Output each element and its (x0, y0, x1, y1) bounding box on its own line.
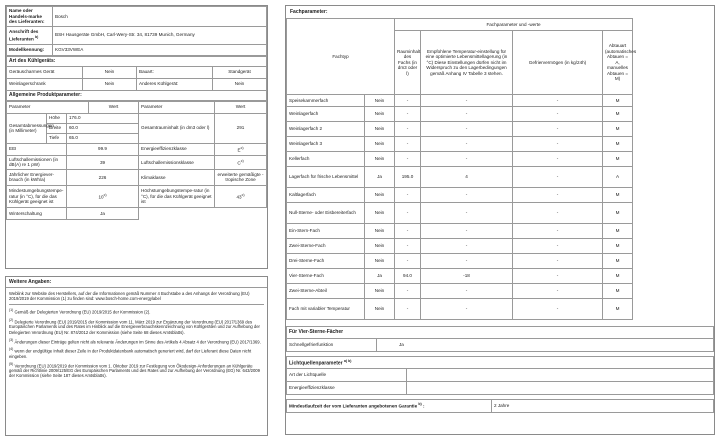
spacer-cell (633, 299, 714, 320)
footnote-4-mark: (4) (9, 347, 14, 352)
value-header-left: Wert (89, 101, 139, 113)
left-parameters-panel (5, 5, 268, 269)
warranty-footnote: b) (418, 402, 422, 407)
type-section-title: Art des Kühlgeräts: (7, 56, 267, 66)
compartment-present: Nein (365, 254, 395, 269)
climate-class-value: erweiterte gemäßigte - tropische Zone (215, 169, 267, 185)
other-appliance-label: Anderes Kühlgerät: (137, 78, 213, 90)
compartment-section-title: Fachparameter: (290, 9, 328, 15)
energy-class-label: Energieeffizienzklasse (139, 143, 215, 155)
noise-class-label: Luftschallemissionsklasse (139, 155, 215, 169)
energy-class-text: E (237, 147, 241, 153)
quick-freeze-value: Ja (377, 339, 714, 352)
climate-class-label: Klimaklasse (139, 169, 215, 185)
compartment-volume: - (395, 239, 421, 254)
footnote-4 (9, 347, 264, 359)
max-temp-value (215, 185, 267, 207)
compartment-name: Lagerfach für frische Lebensmittel (287, 167, 365, 188)
compartment-freezing: - (513, 137, 603, 152)
compartment-defrost: M (603, 152, 633, 167)
compartment-name: Weinlagerfach 2 (287, 122, 365, 137)
four-star-section-title: Für Vier-Sterne-Fächer (287, 327, 714, 339)
footnote-3 (9, 338, 264, 345)
compartment-name: Zwei-Sterne-Fach (287, 239, 365, 254)
spacer-cell (633, 269, 714, 284)
annual-energy-value: 226 (67, 169, 139, 185)
compartment-freezing: - (513, 122, 603, 137)
spacer-cell (633, 188, 714, 203)
compartment-defrost: A (603, 167, 633, 188)
height-value: 176.0 (67, 113, 139, 123)
compartment-present: Nein (365, 203, 395, 224)
compartment-temperature: - (421, 284, 513, 299)
footnote-1-mark: (1) (9, 308, 14, 313)
compartment-present: Nein (365, 284, 395, 299)
compartment-freezing: - (513, 254, 603, 269)
compartment-row (287, 122, 714, 137)
supplier-table (6, 6, 267, 56)
compartment-temperature: - (421, 137, 513, 152)
compartment-row (287, 167, 714, 188)
compartment-freezing: - (513, 269, 603, 284)
spacer-cell (633, 137, 714, 152)
compartment-row (287, 203, 714, 224)
compartment-freezing: - (513, 299, 603, 320)
compartment-row (287, 224, 714, 239)
compartment-freezing: - (513, 152, 603, 167)
general-section-title: Allgemeine Produktparameter: (7, 90, 267, 100)
compartment-present: Ja (365, 269, 395, 284)
model-label: Modellkennung: (7, 44, 53, 55)
compartment-defrost: M (603, 137, 633, 152)
eei-label: EEI (7, 143, 67, 155)
spacer-cell (633, 224, 714, 239)
compartment-temperature: - (421, 95, 513, 107)
compartment-volume: - (395, 203, 421, 224)
compartment-volume: - (395, 299, 421, 320)
compartment-present: Nein (365, 107, 395, 122)
compartment-volume: - (395, 284, 421, 299)
compartment-temperature: - (421, 299, 513, 320)
supplier-value: Bosch (53, 7, 267, 27)
light-type-label: Art der Lichtquelle (287, 369, 407, 382)
compartment-volume: - (395, 224, 421, 239)
compartment-name: Weinlagerfach (287, 107, 365, 122)
compartment-defrost: M (603, 224, 633, 239)
spacer-cell (633, 152, 714, 167)
compartment-name: Zwei-Sterne-Abteil (287, 284, 365, 299)
volume-column-header: Rauminhalt des Fachs (in dm3 oder l) (395, 31, 421, 95)
compartment-type-header: Fachtyp (287, 19, 395, 95)
spacer-cell (633, 122, 714, 137)
footnote-2-text: Delegierte Verordnung (EU) 2019/2015 der Kommission vom 11. März 2019 zur Ergänzung der Verordnung (EU) 2017/1369 des Europäischen Parlaments und des Rates im Hinblick auf die Energieverbrauchskennzeichnung von Kühlgeräten und zur Aufhebung der Delegierten Verordnung (EU) Nr. 874/2012 der Kommission (siehe Seite 68 dieses Amtsblatts). (9, 319, 260, 335)
compartment-name: Drei-Sterne-Fach (287, 254, 365, 269)
compartment-name: Speisekammerfach (287, 95, 365, 107)
compartment-present: Nein (365, 137, 395, 152)
compartment-freezing: - (513, 188, 603, 203)
footnote-2-mark: (2) (9, 317, 14, 322)
compartment-freezing: - (513, 167, 603, 188)
depth-value: 65.0 (67, 133, 139, 143)
supplier-label: Name oder Handels-marke des Lieferanten: (7, 7, 53, 27)
compartment-temperature: -18 (421, 269, 513, 284)
compartment-present: Nein (365, 299, 395, 320)
compartment-present: Ja (365, 167, 395, 188)
energy-class-value (215, 143, 267, 155)
compartment-row (287, 269, 714, 284)
compartment-row (287, 95, 714, 107)
temperature-column-header: Empfohlene Temperatur-einstellung für eine optimierte Lebensmittellagerung (in °C) Diese Einstellungen dürfen nicht im Widerspruch zu den Lagerbedingungen gemäß Anhang IV Tabelle 3 stehen. (421, 31, 513, 95)
noise-class-footnote: c) (240, 158, 244, 163)
compartment-volume: - (395, 95, 421, 107)
compartment-row (287, 299, 714, 320)
address-value: BSH Hausgeräte GmbH, Carl-Wery-Str. 34, 81739 Munich, Germany (53, 26, 267, 44)
compartment-freezing: - (513, 284, 603, 299)
compartment-name: Vier-Sterne-Fach (287, 269, 365, 284)
compartment-present: Nein (365, 224, 395, 239)
compartment-temperature: - (421, 224, 513, 239)
volume-label: Gesamtrauminhalt (in dm3 oder l) (139, 113, 215, 143)
compartment-defrost: M (603, 284, 633, 299)
compartment-present: Nein (365, 239, 395, 254)
compartment-defrost: M (603, 122, 633, 137)
four-star-table (286, 326, 714, 352)
winter-setting-value: Ja (67, 207, 139, 219)
width-value: 60.0 (67, 123, 139, 133)
min-temp-label: Mindestumgebungstempe-ratur (in °C), für die das Kühlgerät geeignet ist (7, 185, 67, 207)
defrost-column-header: Abtauart (automatisches Abtauen = A, manuelles Abtauen = M) (603, 31, 633, 95)
max-temp-text: 43 (236, 194, 242, 200)
model-value: KGV33VWEA (53, 44, 267, 55)
compartment-volume: 94.0 (395, 269, 421, 284)
compartment-volume: - (395, 122, 421, 137)
compartment-defrost: M (603, 299, 633, 320)
footnote-1 (9, 308, 264, 315)
empty-cell (139, 207, 215, 219)
noise-label: Geräuscharmes Gerät (7, 66, 83, 78)
footnote-5-text: Verordnung (EU) 2019/2019 der Kommission vom 1. Oktober 2019 zur Festlegung von Ökodesign-Anforderungen an Kühlgeräte gemäß der Richtlinie 2009/125/EG des Europäischen Parlaments und des Rates und zur Aufhebung der Verordnung (EG) Nr. 643/2009 der Kommission (siehe Seite 187 dieses Amtsblatts). (9, 363, 260, 379)
max-temp-label: Höchstumgebungstempe-ratur (in °C), für die das Kühlgerät geeignet ist (139, 185, 215, 207)
further-section-title: Weitere Angaben: (6, 277, 267, 288)
footnote-1-text: Gemäß der Delegierten Verordnung (EU) 2019/2015 der Kommission (2). (14, 309, 151, 315)
wine-cabinet-value: Nein (83, 78, 137, 90)
max-temp-footnote: c) (241, 192, 245, 197)
min-temp-value (67, 185, 139, 207)
quick-freeze-label: Schnellgefrierfunktion (287, 339, 377, 352)
compartment-defrost: M (603, 188, 633, 203)
compartment-row (287, 239, 714, 254)
compartment-volume: - (395, 152, 421, 167)
empty-cell (215, 207, 267, 219)
compartment-volume: - (395, 188, 421, 203)
spacer-cell (633, 239, 714, 254)
weblink-text: Weblink zur Website des Herstellers, auf der die Informationen gemäß Nummer 4 Buchstabe a des Anhangs der Verordnung (EU) 2019/2019 der Kommission (1) zu finden sind: www.bosch-home.com-energylabel (9, 291, 264, 305)
address-label-text: Anschrift des Lieferanten (9, 28, 39, 42)
further-info-panel (5, 276, 268, 436)
spacer-cell (633, 254, 714, 269)
other-appliance-value: Nein (213, 78, 267, 90)
compartment-name: Ein-Stern-Fach (287, 224, 365, 239)
compartment-defrost: M (603, 239, 633, 254)
footnote-3-text: Änderungen dieser Einträge gelten nicht als relevante Änderungen im Sinne des Artikels 4 Absatz 4 der Verordnung (EU) 2017/1369. (14, 339, 261, 345)
compartment-volume: - (395, 137, 421, 152)
compartment-temperature: - (421, 107, 513, 122)
light-source-table (286, 356, 714, 395)
min-temp-text: 10 (98, 194, 104, 200)
wine-cabinet-label: Weinlagerschrank (7, 78, 83, 90)
compartment-freezing: - (513, 239, 603, 254)
compartment-temperature: - (421, 254, 513, 269)
compartment-present: Nein (365, 122, 395, 137)
light-section-footnote: a) b) (344, 358, 352, 363)
param-header-right: Parameter (139, 101, 215, 113)
compartment-temperature: - (421, 203, 513, 224)
compartment-row (287, 188, 714, 203)
notes-body (6, 288, 267, 384)
compartment-name: Null-Sterne- oder Eisbereiterfach (287, 203, 365, 224)
value-header-right: Wert (215, 101, 267, 113)
compartment-temperature: - (421, 152, 513, 167)
footnote-2 (9, 318, 264, 335)
compartment-row (287, 152, 714, 167)
light-type-value (407, 369, 714, 382)
appliance-type-table (6, 56, 267, 101)
compartment-row (287, 137, 714, 152)
compartment-temperature: - (421, 239, 513, 254)
footnote-3-mark: (3) (9, 337, 14, 342)
compartment-row (287, 254, 714, 269)
light-section-title (287, 357, 714, 369)
compartment-defrost: M (603, 107, 633, 122)
compartment-defrost: M (603, 203, 633, 224)
spacer-cell (633, 19, 714, 31)
noise-class-value (215, 155, 267, 169)
compartment-freezing: - (513, 203, 603, 224)
compartment-present: Nein (365, 95, 395, 107)
compartment-temperature: 4 (421, 167, 513, 188)
noise-class-text: C (237, 160, 241, 166)
compartment-table (286, 18, 714, 320)
spacer-cell (633, 31, 714, 95)
footnote-5 (9, 362, 264, 379)
design-value: Standgerät (213, 66, 267, 78)
volume-value: 291 (215, 113, 267, 143)
height-label: Höhe (47, 113, 67, 123)
warranty-label: Mindestlaufzeit der vom Lieferanten angebotenen Garantie $^{b)}$ : (287, 400, 492, 413)
compartment-rows (287, 95, 714, 320)
compartment-name: Kellerfach (287, 152, 365, 167)
param-header-left: Parameter (7, 101, 89, 113)
compartment-panel (285, 5, 715, 435)
noise-emission-label: Luftschallemissionen (in dB(A) re 1 pW) (7, 155, 67, 169)
compartment-freezing: - (513, 95, 603, 107)
depth-label: Tiefe (47, 133, 67, 143)
footnote-4-text: wenn der endgültige Inhalt dieser Zeile in der Produktdatenbank automatisch generiert wird, darf der Lieferant diese Daten nicht eingeben. (9, 348, 252, 359)
compartment-present: Nein (365, 152, 395, 167)
warranty-table (286, 399, 714, 413)
address-footnote: b) (35, 34, 39, 39)
compartment-present: Nein (365, 188, 395, 203)
annual-energy-label: Jährlicher Energiever-brauch (in kWh/a) (7, 169, 67, 185)
spacer-cell (633, 203, 714, 224)
light-class-value (407, 382, 714, 395)
address-label (7, 26, 53, 44)
warranty-value: 2 Jahre (492, 400, 714, 413)
design-label: Bauart: (137, 66, 213, 78)
compartment-group-header: Fachparameter und -werte (395, 19, 633, 31)
eei-value: 99.9 (67, 143, 139, 155)
spacer-cell (633, 167, 714, 188)
light-class-label: Energieeffizienzklasse (287, 382, 407, 395)
compartment-volume: - (395, 107, 421, 122)
general-parameters-table (6, 101, 267, 220)
winter-setting-label: Winterschaltung (7, 207, 67, 219)
compartment-freezing: - (513, 107, 603, 122)
compartment-temperature: - (421, 122, 513, 137)
light-section-text: Lichtquellenparameter (289, 360, 343, 367)
warranty-label-text: Mindestlaufzeit der vom Lieferanten angebotenen Garantie (289, 403, 418, 409)
compartment-row (287, 107, 714, 122)
compartment-volume: 195.0 (395, 167, 421, 188)
compartment-row (287, 284, 714, 299)
compartment-name: Weinlagerfach 3 (287, 137, 365, 152)
noise-value: Nein (83, 66, 137, 78)
noise-emission-value: 39 (67, 155, 139, 169)
compartment-name: Kaltlagerfach (287, 188, 365, 203)
dimensions-label: Gesamtabmessungen (in Millimeter) (7, 113, 47, 143)
compartment-name: Fach mit variabler Temperatur (287, 299, 365, 320)
compartment-defrost: M (603, 269, 633, 284)
spacer-cell (633, 284, 714, 299)
compartment-temperature: - (421, 188, 513, 203)
spacer-cell (633, 95, 714, 107)
footnote-5-mark: (5) (9, 361, 14, 366)
compartment-defrost: M (603, 254, 633, 269)
spacer-cell (633, 107, 714, 122)
energy-class-footnote: c) (240, 145, 244, 150)
freezing-column-header: Gefriervermögen (in kg/24h) (513, 31, 603, 95)
compartment-defrost: M (603, 95, 633, 107)
min-temp-footnote: c) (103, 192, 107, 197)
width-label: Breite (47, 123, 67, 133)
compartment-freezing: - (513, 224, 603, 239)
compartment-volume: - (395, 254, 421, 269)
